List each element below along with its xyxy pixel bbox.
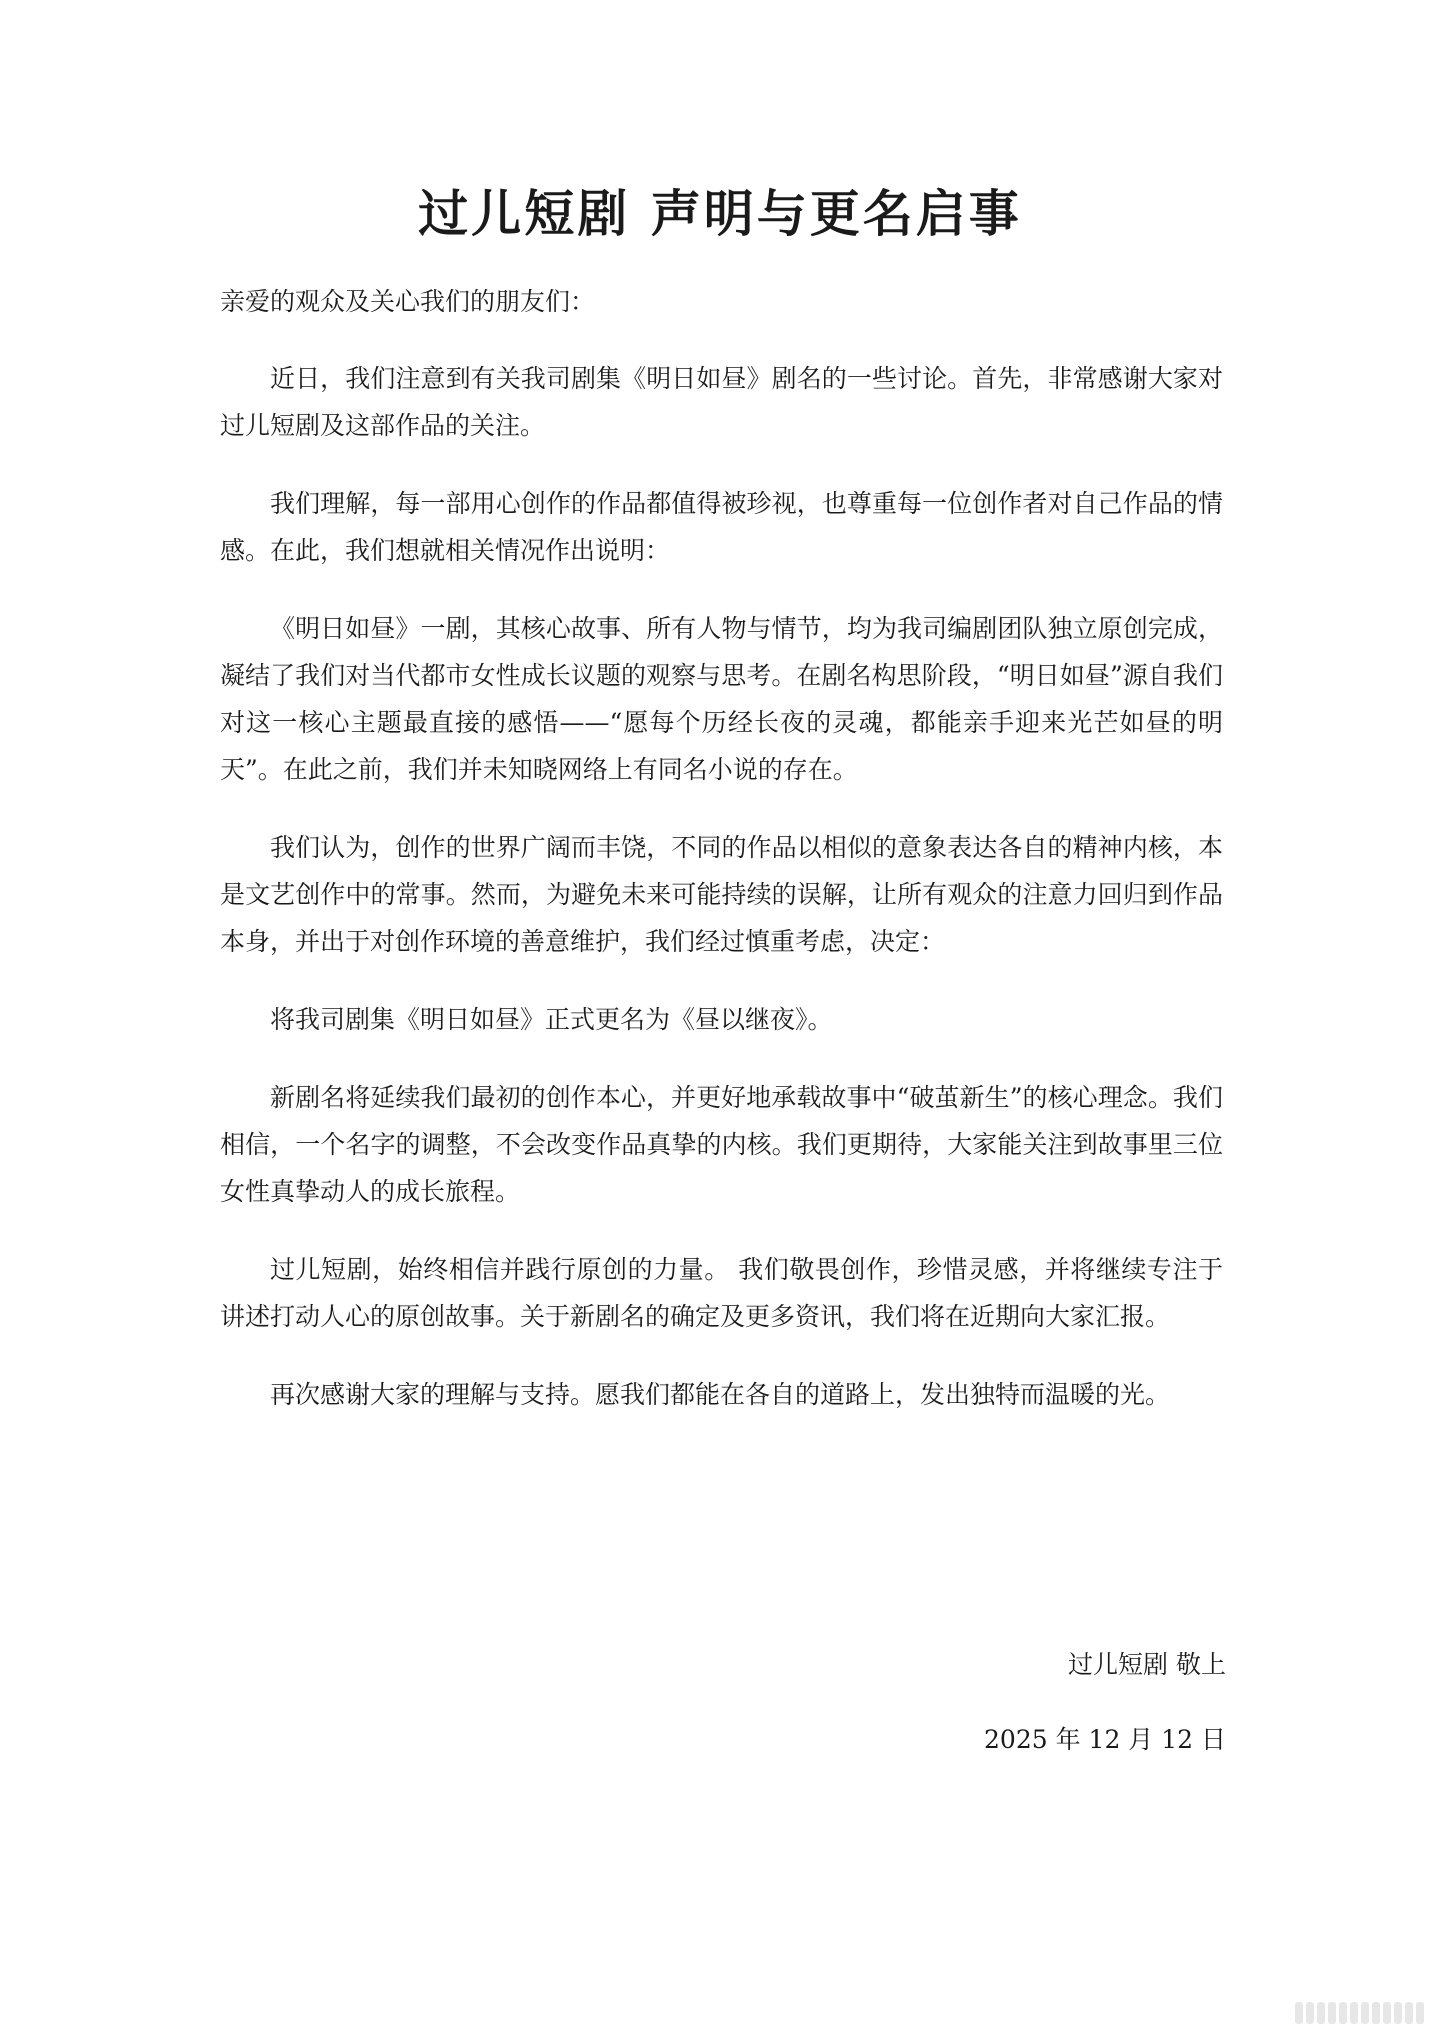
document-body: [220, 278, 1223, 1449]
paragraph: 《明日如昼》一剧，其核心故事、所有人物与情节，均为我司编剧团队独立原创完成，凝结了我们对当代都市女性成长议题的观察与思考。在剧名构思阶段，“明日如昼”源自我们对这一核心主题最直接的感悟——“愿每个历经长夜的灵魂，都能亲手迎来光芒如昼的明天”。在此之前，我们并未知晓网络上有同名小说的存在。: [220, 614, 1223, 784]
salutation: 亲爱的观众及关心我们的朋友们：: [220, 287, 596, 316]
paragraph: 我们认为，创作的世界广阔而丰饶，不同的作品以相似的意象表达各自的精神内核，本是文艺创作中的常事。然而，为避免未来可能持续的误解，让所有观众的注意力回归到作品本身，并出于对创作环境的善意维护，我们经过慎重考虑，决定：: [220, 833, 1223, 956]
paragraph: 新剧名将延续我们最初的创作本心，并更好地承载故事中“破茧新生”的核心理念。我们相信，一个名字的调整，不会改变作品真挚的内核。我们更期待，大家能关注到故事里三位女性真挚动人的成长旅程。: [220, 1083, 1223, 1206]
paragraph: 我们理解，每一部用心创作的作品都值得被珍视，也尊重每一位创作者对自己作品的情感。在此，我们想就相关情况作出说明：: [220, 489, 1223, 565]
paragraph: 将我司剧集《明日如昼》正式更名为《昼以继夜》。: [270, 1005, 833, 1034]
date: 2025 年 12 月 12 日: [984, 1725, 1226, 1754]
platform-watermark: [1295, 2002, 1424, 2024]
signature: 过儿短剧 敬上: [1068, 1650, 1226, 1679]
paragraph: 再次感谢大家的理解与支持。愿我们都能在各自的道路上，发出独特而温暖的光。: [270, 1380, 1171, 1409]
paragraph: 近日，我们注意到有关我司剧集《明日如昼》剧名的一些讨论。首先，非常感谢大家对过儿短剧及这部作品的关注。: [220, 364, 1223, 440]
document-title: 过儿短剧 声明与更名启事: [418, 185, 1022, 243]
paragraph: 过儿短剧，始终相信并践行原创的力量。 我们敬畏创作，珍惜灵感，并将继续专注于讲述打动人心的原创故事。关于新剧名的确定及更多资讯，我们将在近期向大家汇报。: [220, 1255, 1223, 1331]
